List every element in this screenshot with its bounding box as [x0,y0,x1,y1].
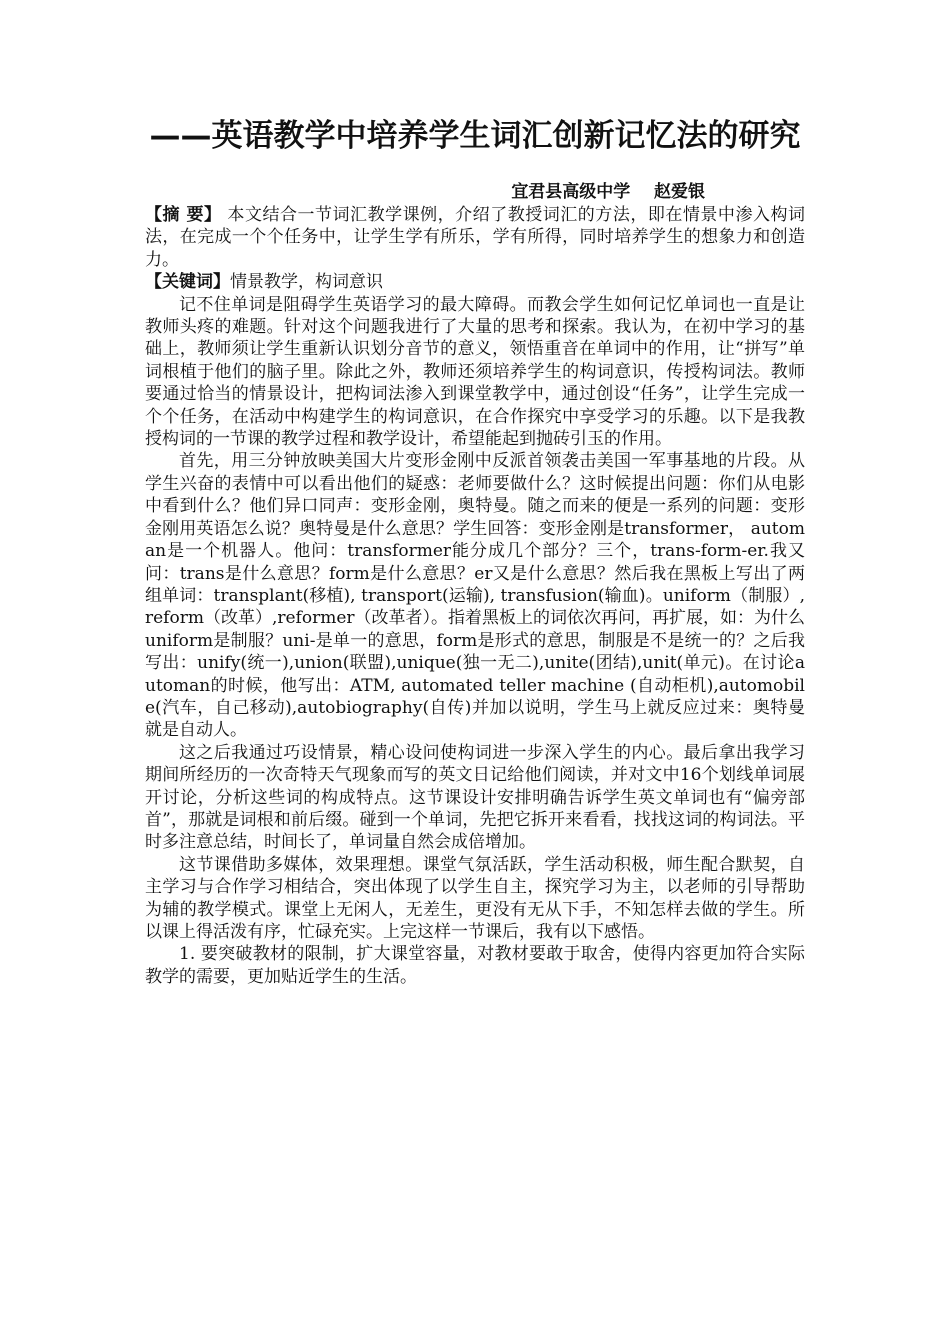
body-paragraph-5: 1. 要突破教材的限制，扩大课堂容量，对教材要敢于取舍，使得内容更加符合实际教学的需要，更加贴近学生的生活。 [145,944,805,987]
body-paragraph-1: 记不住单词是阻碍学生英语学习的最大障碍。而教会学生如何记忆单词也一直是让教师头疼的难题。针对这个问题我进行了大量的思考和探索。我认为，在初中学习的基础上，教师须让学生重新认识划分音节的意义，领悟重音在单词中的作用，让“拼写”单词根植于他们的脑子里。除此之外，教师还须培养学生的构词意识，传授构词法。教师要通过恰当的情景设计，把构词法渗入到课堂教学中，通过创设“任务”，让学生完成一个个任务，在活动中构建学生的构词意识，在合作探究中享受学习的乐趣。以下是我教授构词的一节课的教学过程和教学设计，希望能起到抛砖引玉的作用。 [145,294,805,450]
keywords-label: 【关键词】 [145,272,230,293]
document-title: ——英语教学中培养学生词汇创新记忆法的研究 [149,118,801,154]
document-page [145,118,805,988]
keywords [145,271,805,293]
abstract-label: 【摘 要】 [145,205,222,225]
body-paragraph-4: 这节课借助多媒体，效果理想。课堂气氛活跃，学生活动积极，师生配合默契，自主学习与合作学习相结合，突出体现了以学生自主，探究学习为主，以老师的引导帮助为辅的教学模式。课堂上无闲人，无差生，更没有无从下手，不知怎样去做的学生。所以课上得活泼有序，忙碌充实。上完这样一节课后，我有以下感悟。 [145,854,805,942]
keywords-text: 情景教学，构词意识 [230,272,383,293]
abstract-text: 本文结合一节词汇教学课例，介绍了教授词汇的方法，即在情景中渗入构词法，在完成一个个任务中，让学生学有所乐，学有所得，同时培养学生的想象力和创造力。 [145,205,806,270]
author-line: 宜君县高级中学 赵爱银 [511,182,705,202]
abstract [145,204,805,271]
body-paragraph-2: 首先，用三分钟放映美国大片变形金刚中反派首领袭击美国一军事基地的片段。从学生兴奋的表情中可以看出他们的疑惑：老师要做什么？这时候提出问题：你们从电影中看到什么？他们异口同声：变形金刚，奥特曼。随之而来的便是一系列的问题：变形金刚用英语怎么说？奥特曼是什么意思？学生回答：变形金刚是transformer， automan是一个机器人。他问：transformer能分成几个部分？三个，trans-form-er.我又问：trans是什么意思？form是什么意思？er又是什么意思？然后我在黑板上写出了两组单词：transplant(移植), transport(运输), transfusion(输血)。uniform（制服）,reform（改革）,reformer（改革者）。指着黑板上的词依次再问，再扩展，如：为什么uniform是制服？uni-是单一的意思，form是形式的意思，制服是不是统一的？之后我写出：unify(统一),union(联盟),unique(独一无二),unite(团结),unit(单元)。在讨论automan的时候，他写出：ATM, automated teller machine (自动柜机),automobile(汽车，自己移动),autobiography(自传)并加以说明，学生马上就反应过来：奥特曼就是自动人。 [145,451,806,741]
body-paragraph-3: 这之后我通过巧设情景，精心设问使构词进一步深入学生的内心。最后拿出我学习期间所经历的一次奇特天气现象而写的英文日记给他们阅读，并对文中16个划线单词展开讨论，分析这些词的构成特点。这节课设计安排明确告诉学生英文单词也有“偏旁部首”，那就是词根和前后缀。碰到一个单词，先把它拆开来看看，找找这词的构词法。平时多注意总结，时间长了，单词量自然会成倍增加。 [145,742,805,853]
